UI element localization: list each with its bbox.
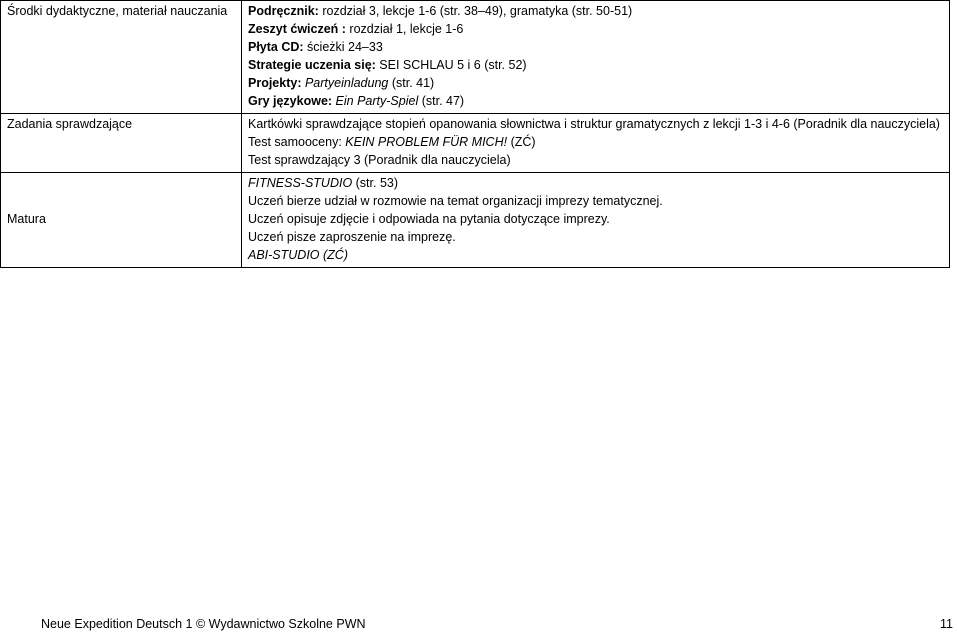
page-footer	[0, 617, 959, 635]
page-number: 11	[940, 617, 953, 631]
materials-line: Gry językowe: Ein Party-Spiel (str. 47)	[248, 94, 465, 108]
tests-content	[242, 114, 950, 173]
materials-line: Projekty: Partyeinladung (str. 41)	[248, 76, 435, 90]
matura-line: Uczeń pisze zaproszenie na imprezę.	[248, 230, 456, 244]
footer-copyright: Neue Expedition Deutsch 1 © Wydawnictwo Szkolne PWN	[41, 617, 366, 631]
matura-line: Uczeń bierze udział w rozmowie na temat organizacji imprezy tematycznej.	[248, 194, 663, 208]
materials-label: Środki dydaktyczne, materiał nauczania	[1, 1, 242, 114]
materials-line: Zeszyt ćwiczeń : rozdział 1, lekcje 1-6	[248, 22, 464, 36]
matura-line: Uczeń opisuje zdjęcie i odpowiada na pytania dotyczące imprezy.	[248, 212, 610, 226]
tests-line: Kartkówki sprawdzające stopień opanowania słownictwa i struktur gramatycznych z lekcji 1-3 i 4-6 (Poradnik dla nauczyciela)	[248, 117, 940, 131]
materials-line: Płyta CD: ścieżki 24–33	[248, 40, 383, 54]
tests-label: Zadania sprawdzające	[1, 114, 242, 173]
materials-content	[242, 1, 950, 114]
materials-line: Strategie uczenia się: SEI SCHLAU 5 i 6 (str. 52)	[248, 58, 527, 72]
materials-line: Podręcznik: rozdział 3, lekcje 1-6 (str. 38–49), gramatyka (str. 50-51)	[248, 4, 633, 18]
materials-row	[1, 1, 950, 114]
matura-line: FITNESS-STUDIO (str. 53)	[248, 176, 399, 190]
tests-row	[1, 114, 950, 173]
lesson-plan-table	[0, 0, 950, 268]
matura-line: ABI-STUDIO (ZĆ)	[248, 248, 348, 262]
matura-label: Matura	[1, 173, 242, 268]
tests-line: Test samooceny: KEIN PROBLEM FÜR MICH! (ZĆ)	[248, 135, 536, 149]
tests-line: Test sprawdzający 3 (Poradnik dla nauczyciela)	[248, 153, 511, 167]
matura-content	[242, 173, 950, 268]
matura-row	[1, 173, 950, 268]
